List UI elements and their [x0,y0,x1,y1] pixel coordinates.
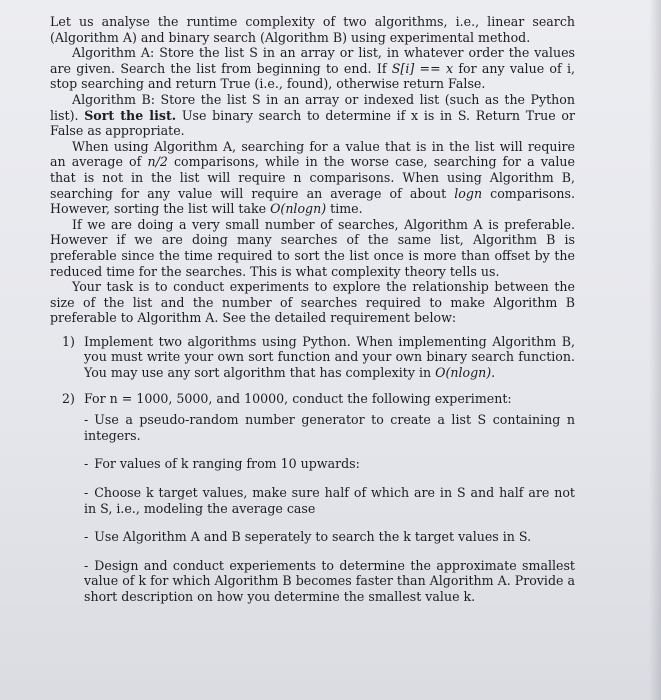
requirement-2 [62,390,575,605]
algorithm-a-condition: S[i] == x [391,60,454,76]
requirement-1 [62,333,575,381]
step-text: Use Algorithm A and B seperately to search the k target values in S. [94,529,532,545]
task-paragraph: Your task is to conduct experiments to explore the relationship between the size of the list and the number of searches required to make Algorithm B preferable to Algorithm A. See the detailed requirement below: [50,279,575,326]
requirement-1-tail: . [491,365,496,381]
algorithm-a-tail: for any value of i, stop searching and return True (i.e., found), otherwise return False. [50,60,575,92]
step-text: Design and conduct experiements to determine the approximate smallest value of k for which Algorithm B becomes faster than Algorithm A. Provide a short description on how you determine the smallest value k. [84,557,575,604]
requirement-1-number: 1) [62,333,75,349]
algorithm-a-lead: Algorithm A: Store the list S in an array or list, in whatever order the values are given. Search the list from beginning to end. If [50,45,575,76]
complexity-text-2: comparisons, while in the worse case, searching for a value that is not in the list will require n comparisons. When using Algorithm B, searching for any value will require an average of about [50,154,575,201]
math-o-nlogn: O(nlogn) [270,201,327,217]
algorithm-b-tail: Use binary search to determine if x is in S. Return True or False as appropriate. [50,107,575,139]
complexity-text-4: time. [326,201,363,217]
requirement-2-text: For n = 1000, 5000, and 10000, conduct the following experiment: [84,390,512,406]
algorithm-a-paragraph [50,45,575,92]
step-text: Use a pseudo-random number generator to create a list S containing n integers. [84,412,575,443]
experiment-steps [84,412,575,604]
step-k-range [84,456,575,472]
algorithm-b-paragraph [50,92,575,139]
step-generate-list [84,412,575,443]
dash-marker: - [84,456,89,472]
math-o-nlogn-req: O(nlogn) [435,365,492,381]
math-logn: logn [454,185,483,201]
requirement-1-text: Implement two algorithms using Python. When implementing Algorithm B, you must write your own sort function and your own binary search function. You may use any sort algorithm that has complexity in [84,333,575,381]
complexity-text-3: comparisons. However, sorting the list will take [50,185,575,217]
step-text: Choose k target values, make sure half of which are in S and half are not in S, i.e., modeling the average case [84,485,575,516]
step-run-search [84,529,575,545]
intro-paragraph: Let us analyse the runtime complexity of two algorithms, i.e., linear search (Algorithm A) and binary search (Algorithm B) using experimental method. [50,14,575,45]
algorithm-b-lead: Algorithm B: Store the list S in an array or indexed list (such as the Python list). [50,91,575,123]
sort-the-list-emphasis: Sort the list. [84,107,177,123]
math-n-over-2: n/2 [147,154,168,170]
step-choose-targets [84,485,575,516]
dash-marker: - [84,557,89,573]
dash-marker: - [84,412,89,428]
dash-marker: - [84,529,89,545]
step-text: For values of k ranging from 10 upwards: [94,456,360,472]
step-design-experiments [84,558,575,605]
dash-marker: - [84,485,89,501]
complexity-paragraph [50,139,575,217]
complexity-text-1: When using Algorithm A, searching for a value that is in the list will require an average of [50,138,575,170]
requirements-list [50,334,575,605]
requirement-2-number: 2) [62,390,75,406]
page-edge-shadow [649,0,661,700]
preference-paragraph: If we are doing a very small number of searches, Algorithm A is preferable. However if we are doing many searches of the same list, Algorithm B is preferable since the time required to sort the list once is more than offset by the reduced time for the searches. This is what complexity theory tells us. [50,216,575,279]
